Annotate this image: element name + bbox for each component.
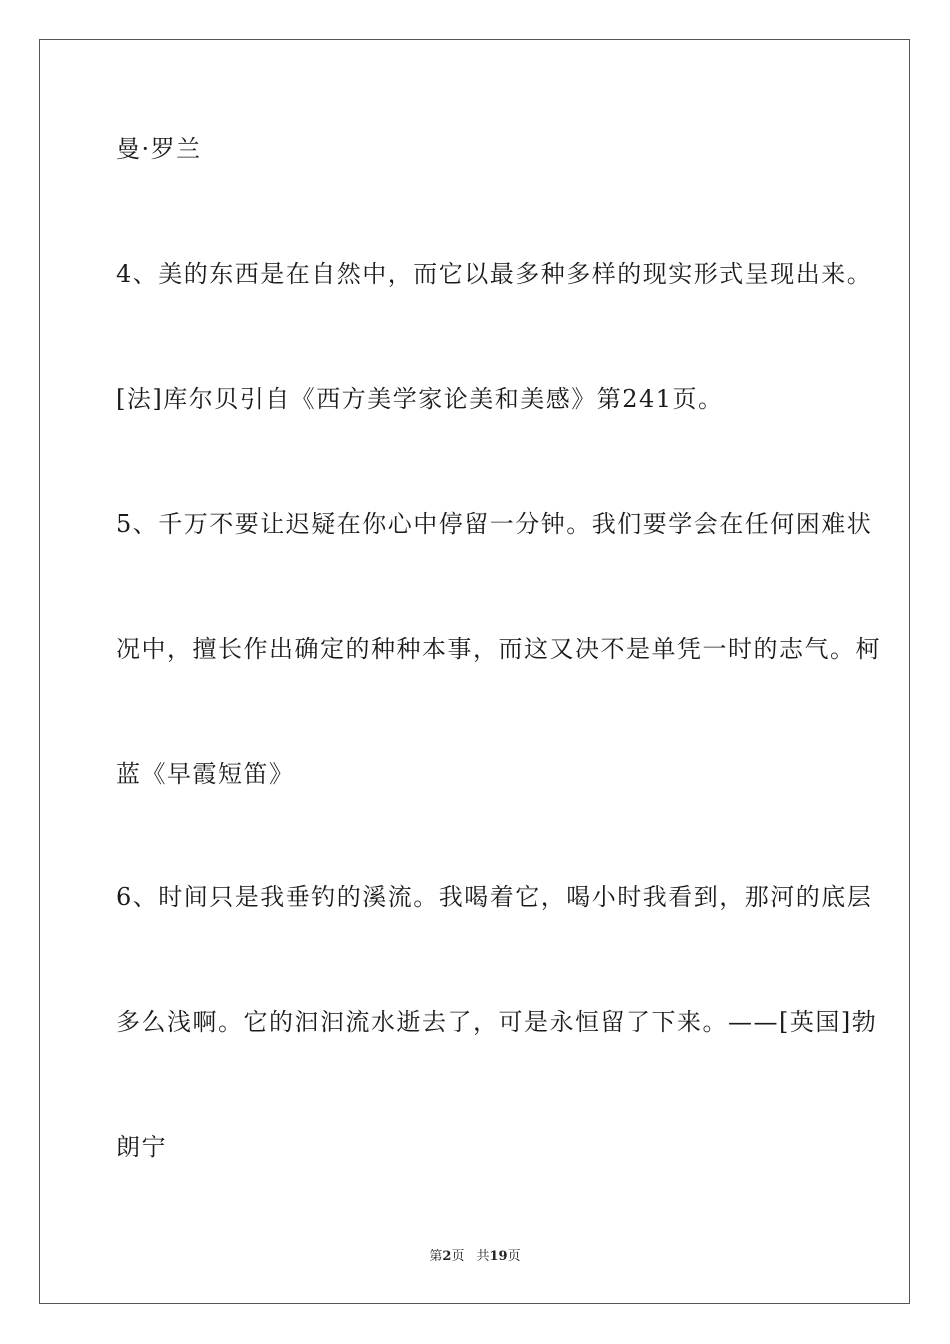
text-line-2: 4、美的东西是在自然中，而它以最多种多样的现实形式呈现出来。 [116,260,873,288]
text-line-9: 朗宁 [116,1133,167,1161]
text-line-4: 5、千万不要让迟疑在你心中停留一分钟。我们要学会在任何困难状 [116,510,873,538]
text-line-1: 曼·罗兰 [116,135,202,163]
page-suffix: 页 [451,1249,465,1264]
page-number: 2 [442,1249,452,1264]
page-prefix: 第 [429,1249,443,1264]
page-footer [0,1248,950,1266]
page-border [39,39,910,1304]
text-line-6: 蓝《早霞短笛》 [116,760,295,788]
total-prefix: 共 [476,1249,490,1264]
text-line-5: 况中，擅长作出确定的种种本事，而这又决不是单凭一时的志气。柯 [116,635,881,663]
total-pages: 19 [489,1249,508,1264]
text-line-8: 多么浅啊。它的汩汩流水逝去了，可是永恒留了下来。——[英国]勃 [116,1008,878,1036]
total-suffix: 页 [507,1249,521,1264]
text-line-7: 6、时间只是我垂钓的溪流。我喝着它，喝小时我看到，那河的底层 [116,883,873,911]
text-line-3: [法]库尔贝引自《西方美学家论美和美感》第241页。 [116,385,724,413]
